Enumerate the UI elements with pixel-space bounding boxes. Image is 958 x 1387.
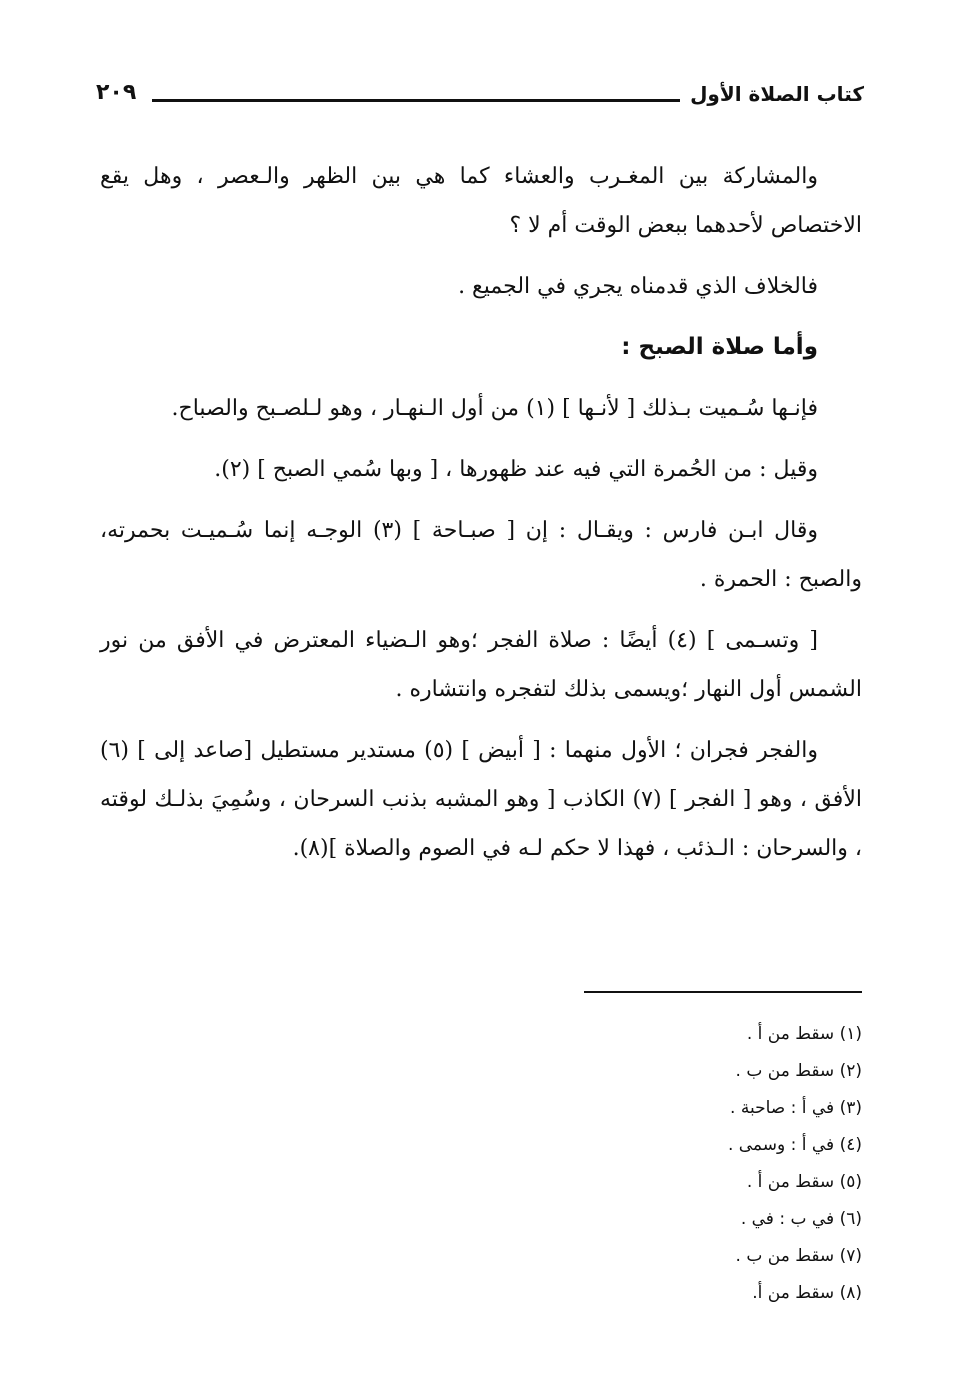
paragraph: فإنـها سُـميت بـذلك [ لأنـها ] (١) من أول الـنهـار ، وهو لـلصـبح والصباح. bbox=[171, 396, 818, 421]
footnote: (٢) سقط من ب . bbox=[735, 1061, 862, 1081]
footnote-separator bbox=[584, 991, 862, 993]
footnote: (٤) في أ : وسمى . bbox=[727, 1135, 862, 1155]
footnotes bbox=[462, 1016, 862, 1312]
paragraph: والمشاركة بين المغـرب والعشاء كما هي بين الظهر والـعصر ، وهل يقع الاختصاص لأحدهما ببعض الوقت أم لا ؟ bbox=[100, 164, 862, 238]
paragraph: والفجر فجران ؛ الأول منهما : [ أبيض ] (٥) مستدير مستطيل [صاعد إلى ] (٦) الأفق ، وهو [ الفجر ] (٧) الكاذب [ وهو المشبه بذنب السرحان ، وسُمِيَ بذلـك لوقته ، والسرحان : الـذئب ، فهذا لا حكم لـه في الصوم والصلاة ](٨). bbox=[100, 738, 862, 861]
paragraph: وقال ابـن فارس : ويقـال : إن [ صبـاحة ] (٣) الوجـه إنما سُـميـت بحمرته، والصبح : الحمرة . bbox=[100, 518, 862, 592]
footnote: (٧) سقط من ب . bbox=[735, 1246, 862, 1266]
main-text bbox=[100, 152, 862, 885]
footnote: (٥) سقط من أ . bbox=[746, 1172, 862, 1192]
footnote: (١) سقط من أ . bbox=[746, 1024, 862, 1044]
page-number: ٢٠٩ bbox=[96, 80, 137, 105]
section-heading: وأما صلاة الصبح : bbox=[621, 334, 818, 360]
footnote: (٨) سقط من أ. bbox=[752, 1283, 862, 1303]
paragraph: وقيل : من الحُمرة التي فيه عند ظهورها ، [ وبها سُمي الصبح ] (٢). bbox=[214, 457, 818, 482]
footnote: (٦) في ب : في . bbox=[740, 1209, 862, 1229]
running-title: كتاب الصلاة الأول bbox=[690, 82, 864, 106]
header-rule bbox=[152, 99, 680, 102]
footnote: (٣) في أ : صاحبة . bbox=[730, 1098, 862, 1118]
paragraph: [ وتسـمى ] (٤) أيضًا : صلاة الفجر ؛وهو الـضياء المعترض في الأفق من نور الشمس أول النهار ؛ويسمى بذلك لتفجره وانتشاره . bbox=[100, 628, 862, 702]
page-header bbox=[96, 78, 864, 118]
paragraph: فالخلاف الذي قدمناه يجري في الجميع . bbox=[458, 274, 818, 299]
